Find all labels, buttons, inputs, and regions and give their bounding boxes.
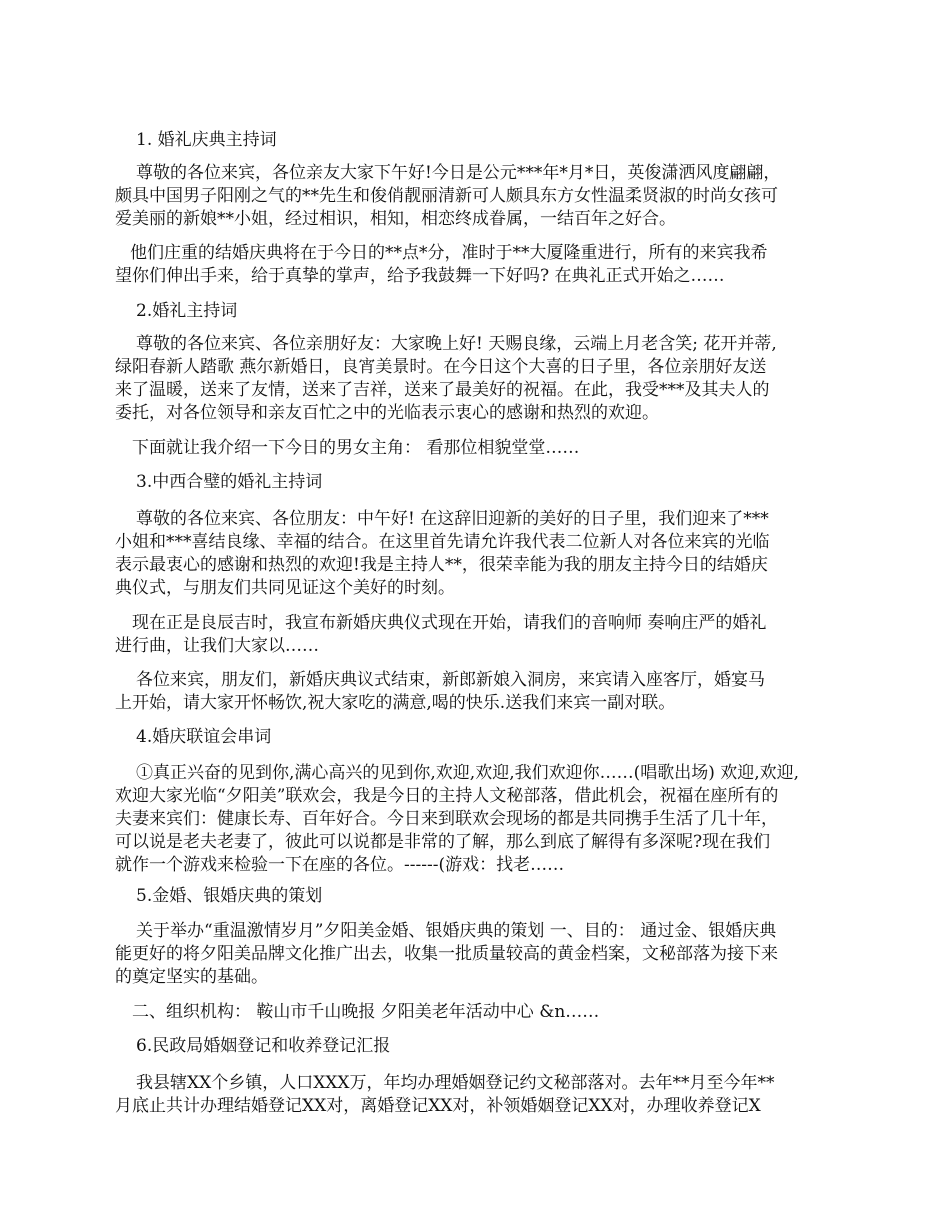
section-5-heading: 5.金婚、银婚庆典的策划 <box>136 886 323 906</box>
section-2-p1-line-2: 绿阳春新人踏歌 燕尔新婚日，良宵美景时。在今日这个大喜的日子里，各位亲朋好友送 <box>115 357 767 377</box>
section-4-p1-line-3: 夫妻来宾们：健康长寿、百年好合。今日来到联欢会现场的都是共同携手生活了几十年， <box>115 809 778 829</box>
section-5-p1-line-2: 能更好的将夕阳美品牌文化推广出去，收集一批质量较高的黄金档案，文秘部落为接下来 <box>115 944 778 964</box>
section-3-p3-line-1: 各位来宾，朋友们，新婚庆典议式结束，新郎新娘入洞房，来宾请入座客厅，婚宴马 <box>136 670 765 690</box>
section-1-p2-line-1: 他们庄重的结婚庆典将在于今日的**点*分，准时于**大厦隆重进行，所有的来宾我希 <box>130 243 768 263</box>
section-1-p1-line-2: 颇具中国男子阳刚之气的**先生和俊俏靓丽清新可人颇具东方女性温柔贤淑的时尚女孩可 <box>115 186 778 206</box>
section-2-p1-line-4: 委托，对各位领导和亲友百忙之中的光临表示衷心的感谢和热烈的欢迎。 <box>115 403 659 423</box>
section-3-p3-line-2: 上开始，请大家开怀畅饮,祝大家吃的满意,喝的快乐.送我们来宾一副对联。 <box>115 693 676 713</box>
section-3-p1-line-1: 尊敬的各位来宾、各位朋友：中午好! 在这辞旧迎新的美好的日子里，我们迎来了*** <box>136 509 769 529</box>
section-3-p1-line-2: 小姐和***喜结良缘、幸福的结合。在这里首先请允许我代表二位新人对各位来宾的光临 <box>115 532 770 552</box>
section-1-heading: 1. 婚礼庆典主持词 <box>136 130 277 150</box>
section-6-p1-line-1: 我县辖XX个乡镇，人口XXX万，年均办理婚姻登记约文秘部落对。去年**月至今年** <box>136 1073 775 1093</box>
section-6-heading: 6.民政局婚姻登记和收养登记汇报 <box>136 1036 391 1056</box>
section-5-p1-line-3: 的奠定坚实的基础。 <box>115 967 268 987</box>
section-6-p1-line-2: 月底止共计办理结婚登记XX对，离婚登记XX对，补领婚姻登记XX对，办理收养登记X <box>115 1096 761 1116</box>
section-3-p2-line-2: 进行曲，让我们大家以…… <box>115 636 319 656</box>
section-3-heading: 3.中西合璧的婚礼主持词 <box>136 472 323 492</box>
section-5-p2-line-1: 二、组织机构： 鞍山市千山晚报 夕阳美老年活动中心 &n…… <box>132 1002 600 1022</box>
section-4-p1-line-5: 就作一个游戏来检验一下在座的各位。------(游戏：找老…… <box>115 855 565 875</box>
section-4-p1-line-1: ①真正兴奋的见到你,满心高兴的见到你,欢迎,欢迎,我们欢迎你……(唱歌出场) 欢迎,欢迎, <box>136 763 800 783</box>
section-1-p1-line-1: 尊敬的各位来宾，各位亲友大家下午好!今日是公元***年*月*日，英俊潇洒风度翩翩， <box>136 163 781 183</box>
section-2-p1-line-1: 尊敬的各位来宾、各位亲朋好友：大家晚上好! 天赐良缘，云端上月老含笑; 花开并蒂, <box>136 334 777 354</box>
section-1-p1-line-3: 爱美丽的新娘**小姐，经过相识，相知，相恋终成眷属，一结百年之好合。 <box>115 209 676 229</box>
section-1-p2-line-2: 望你们伸出手来，给于真挚的掌声，给予我鼓舞一下好吗? 在典礼正式开始之…… <box>115 266 725 286</box>
section-4-p1-line-2: 欢迎大家光临“夕阳美”联欢会，我是今日的主持人文秘部落，借此机会，祝福在座所有的 <box>115 786 779 806</box>
section-2-p2-line-1: 下面就让我介绍一下今日的男女主角： 看那位相貌堂堂…… <box>132 438 580 458</box>
section-2-p1-line-3: 来了温暖，送来了友情，送来了吉祥，送来了最美好的祝福。在此，我受***及其夫人的 <box>115 380 770 400</box>
section-3-p2-line-1: 现在正是良辰吉时，我宣布新婚庆典仪式现在开始，请我们的音响师 奏响庄严的婚礼 <box>132 613 767 633</box>
section-3-p1-line-3: 表示最衷心的感谢和热烈的欢迎!我是主持人**，很荣幸能为我的朋友主持今日的结婚庆 <box>115 555 768 575</box>
section-4-heading: 4.婚庆联谊会串词 <box>136 727 272 747</box>
section-3-p1-line-4: 典仪式，与朋友们共同见证这个美好的时刻。 <box>115 578 455 598</box>
section-4-p1-line-4: 可以说是老夫老妻了，彼此可以说都是非常的了解，那么到底了解得有多深呢?现在我们 <box>115 832 771 852</box>
section-5-p1-line-1: 关于举办“重温激情岁月”夕阳美金婚、银婚庆典的策划 一、目的： 通过金、银婚庆典 <box>136 921 777 941</box>
section-2-heading: 2.婚礼主持词 <box>136 301 238 321</box>
